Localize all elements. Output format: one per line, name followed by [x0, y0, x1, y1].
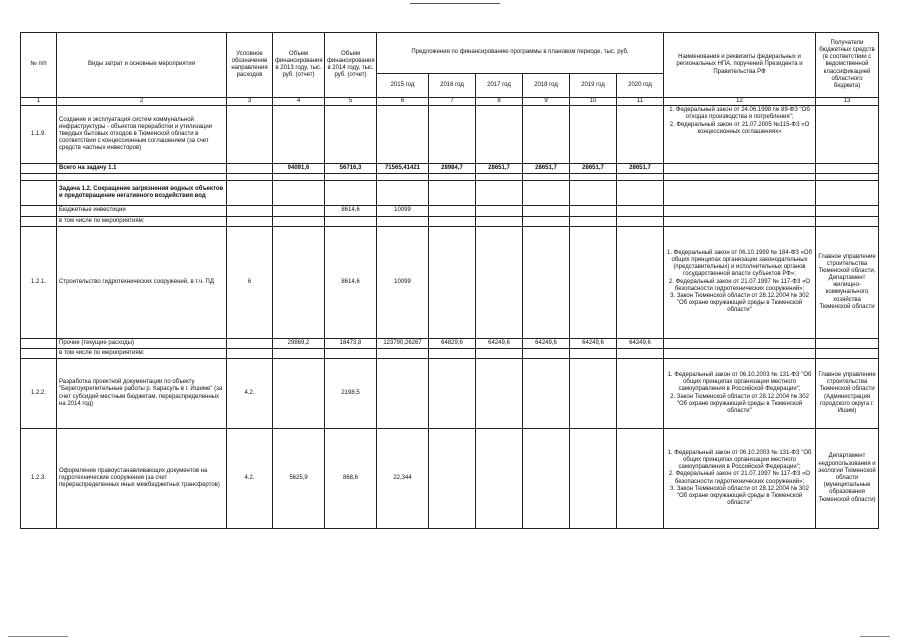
npa-text: 1. Федеральный закон от 06.10.2003 № 131-ФЗ "Об общих принципах организации местного самоуправления в Российской Федерации"; 2. Закон Тюменской области от 28.12.2004 № 302 "Об охране окружающей среды в Тюменской области" — [664, 359, 816, 429]
table-row-1-2-2 — [21, 359, 879, 429]
header-npa: Наименования и реквизиты федеральных и региональных НПА, поручений Президента и Правительства РФ — [664, 33, 816, 98]
recipient-text: Главное управление строительства Тюменской области (Администрация городского округа г. Ишим) — [816, 359, 879, 429]
top-edge-line — [410, 3, 500, 4]
value-2016: 64829,6 — [429, 338, 476, 348]
column-number-row — [21, 98, 879, 106]
activity-name: Создание и эксплуатация систем коммунальной инфраструктуры - объектов переработки и утилизации твердых бытовых отходов в Тюменской области в соответствии с концессионным соглашением (за счет средств частных инвесторов) — [57, 106, 227, 164]
column-number: 12 — [664, 98, 816, 106]
column-number: 4 — [273, 98, 325, 106]
header-year-2020: 2020 год — [617, 74, 664, 98]
expense-code: 4.2. — [227, 429, 273, 529]
column-number: 10 — [570, 98, 617, 106]
value-2017: 28651,7 — [476, 164, 523, 174]
header-2014: Объем финансирования в 2014 году, тыс. руб. (отчет) — [325, 33, 377, 98]
expense-type-label: Прочие (текущие расходы) — [57, 338, 227, 348]
value-2015: 123790,26267 — [377, 338, 429, 348]
value-2014: 868,6 — [325, 429, 377, 529]
column-number: 2 — [57, 98, 227, 106]
bottom-edge-line — [8, 636, 68, 637]
header-2013: Объем финансирования в 2013 году, тыс. руб. (отчет) — [273, 33, 325, 98]
header-year-2017: 2017 год — [476, 74, 523, 98]
npa-text: 1. Федеральный закон от 06.10.1999 № 184-ФЗ «Об общих принципах организации законодательных (представительных) и исполнительных органов государственной власти субъектов РФ»; 2. Федеральный закон от 21.07.1997 № 117-ФЗ «О безопасности гидротехнических сооружений»; 3. Закон Тюменской области от 28.12.2004 № 302 "Об охране окружающей среды в Тюменской области" — [664, 226, 816, 338]
table-row-other — [21, 338, 879, 348]
column-number: 3 — [227, 98, 273, 106]
value-2020: 28651,7 — [617, 164, 664, 174]
value-2013: 29869,2 — [273, 338, 325, 348]
value-2014: 2198,5 — [325, 359, 377, 429]
expense-type-label: Бюджетные инвестиции — [57, 206, 227, 216]
table-row-capital — [21, 206, 879, 216]
including-label: в том числе по мероприятиям: — [57, 348, 227, 358]
recipient-text: Департамент недропользования и экологии Тюменской области (муниципальные образования Тюменской области) — [816, 429, 879, 529]
value-2015: 10099 — [377, 226, 429, 338]
column-number: 9 — [523, 98, 570, 106]
value-2013: 94091,6 — [273, 164, 325, 174]
value-2015: 22,344 — [377, 429, 429, 529]
header-year-2015: 2015 год — [377, 74, 429, 98]
row-number: 1.2.1. — [21, 226, 57, 338]
header-year-2019: 2019 год — [570, 74, 617, 98]
expense-code: 4.2. — [227, 359, 273, 429]
table-row-1-2-3 — [21, 429, 879, 529]
value-2014: 18473,8 — [325, 338, 377, 348]
table-row-total-1-1 — [21, 164, 879, 174]
value-2014: 8614,6 — [325, 206, 377, 216]
value-2016: 28984,7 — [429, 164, 476, 174]
value-2014: 56716,3 — [325, 164, 377, 174]
column-number: 13 — [816, 98, 879, 106]
column-number: 6 — [377, 98, 429, 106]
row-number: 1.2.2. — [21, 359, 57, 429]
value-2018: 64249,6 — [523, 338, 570, 348]
financing-table — [20, 32, 879, 529]
task-title: Задача 1.2. Сокращение загрязнения водных объектов и предотвращение негативного воздействия вод — [57, 181, 227, 206]
header-year-2016: 2016 год — [429, 74, 476, 98]
row-number: 1.2.3. — [21, 429, 57, 529]
column-number: 5 — [325, 98, 377, 106]
header-plan-period: Предложения по финансированию программы в плановом периоде, тыс. руб. — [377, 33, 664, 74]
table-row-1-2-1 — [21, 226, 879, 338]
table-row-1-1-9 — [21, 106, 879, 164]
value-2014: 8614,6 — [325, 226, 377, 338]
activity-name: Разработка проектной документации по объекту "Берегоукрепительные работы р. Карасуль в г. Ишиме" (за счет субсидий местным бюджетам, перераспределенных на 2014 год) — [57, 359, 227, 429]
header-code: Условное обозначение направления расходов — [227, 33, 273, 98]
including-label: в том числе по мероприятиям: — [57, 216, 227, 226]
header-activities: Виды затрат и основные мероприятия — [57, 33, 227, 98]
column-number: 1 — [21, 98, 57, 106]
header-recipients: Получатели бюджетных средств (в соответствии с ведомственной классификацией областного бюджета) — [816, 33, 879, 98]
value-2017: 64249,6 — [476, 338, 523, 348]
table-row-including — [21, 216, 879, 226]
column-number: 11 — [617, 98, 664, 106]
table-row-spacer — [21, 174, 879, 181]
activity-name: Строительство гидротехнических сооружений, в т.ч. ПД — [57, 226, 227, 338]
value-2019: 28651,7 — [570, 164, 617, 174]
header-num: № п/п — [21, 33, 57, 98]
total-label: Всего на задачу 1.1 — [57, 164, 227, 174]
header-year-2018: 2018 год — [523, 74, 570, 98]
value-2015: 71565,41421 — [377, 164, 429, 174]
row-number: 1.1.9. — [21, 106, 57, 164]
header-row — [21, 33, 879, 74]
bottom-edge-line — [860, 636, 890, 637]
table-row-task-1-2 — [21, 181, 879, 206]
value-2013: 5625,9 — [273, 429, 325, 529]
column-number: 8 — [476, 98, 523, 106]
npa-text: 1. Федеральный закон от 24.06.1998 № 89-ФЗ "Об отходах производства и потребления"; 2. Федеральный закон от 21.07.2005 №115-ФЗ «О концессионных соглашениях» — [664, 106, 816, 164]
expense-code: 6 — [227, 226, 273, 338]
value-2019: 64249,6 — [570, 338, 617, 348]
value-2018: 28651,7 — [523, 164, 570, 174]
activity-name: Оформление правоустанавливающих документов на гидротехнические сооружения (за счет перераспределенных иных межбюджетных трансфертов) — [57, 429, 227, 529]
value-2015: 10099 — [377, 206, 429, 216]
column-number: 7 — [429, 98, 476, 106]
recipient-text: Главное управление строительства Тюменской области, Департамент жилищно-коммунального хозяйства Тюменской области — [816, 226, 879, 338]
table-row-including — [21, 348, 879, 358]
value-2020: 64249,6 — [617, 338, 664, 348]
npa-text: 1. Федеральный закон от 06.10.2003 № 131-ФЗ "Об общих принципах организации местного самоуправления в Российской Федерации"; 2. Федеральный закон от 21.07.1997 № 117-ФЗ «О безопасности гидротехнических сооружений»; 3. Закон Тюменской области от 28.12.2004 № 302 "Об охране окружающей среды в Тюменской области" — [664, 429, 816, 529]
